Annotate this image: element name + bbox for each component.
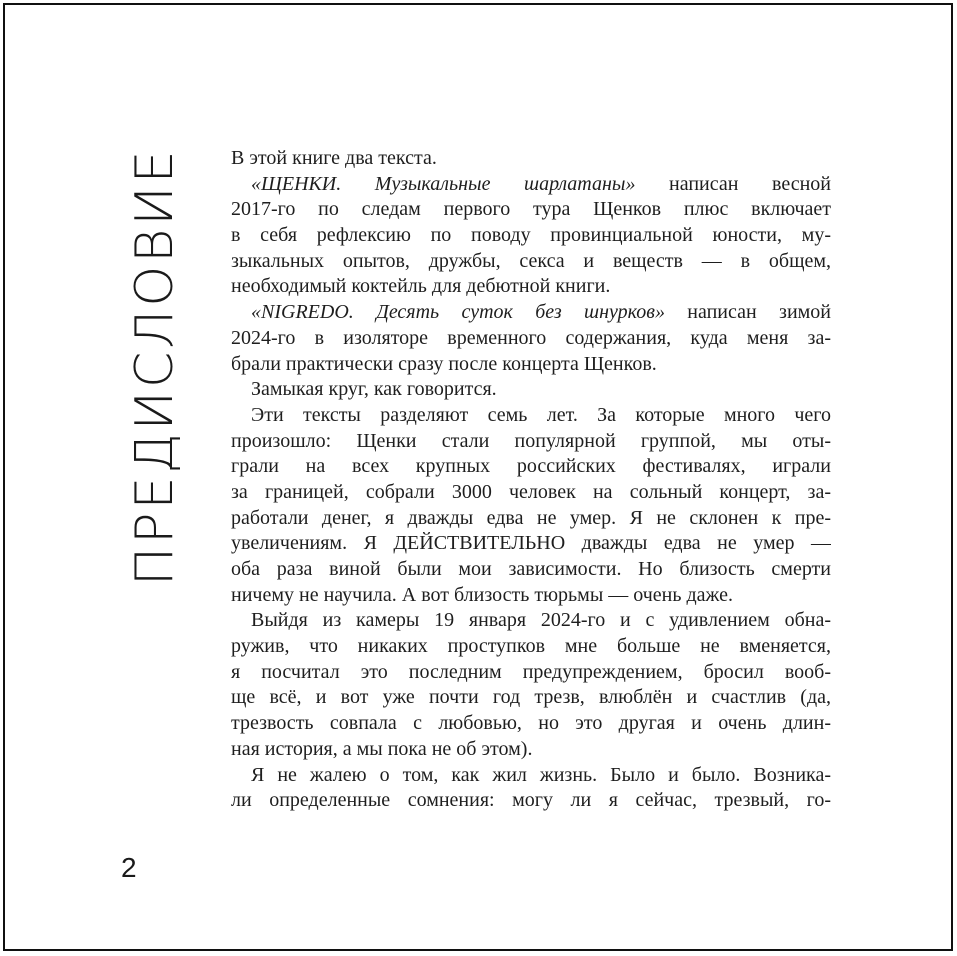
italic-quote-segment: «ЩЕНКИ. Музыкальные шарлатаны» xyxy=(251,172,636,195)
text-segment: я посчитал это последним предупреждением, бросил вооб- xyxy=(231,660,831,683)
text-segment: написан весной xyxy=(635,172,831,195)
text-line xyxy=(231,531,831,557)
text-segment: ли определенные сомнения: могу ли я сейчас, трезвый, го- xyxy=(231,789,831,812)
text-line xyxy=(231,711,831,737)
text-segment: необходимый коктейль для дебютной книги. xyxy=(231,275,611,298)
text-segment: ничему не научила. А вот близость тюрьмы — очень даже. xyxy=(231,583,733,606)
text-segment: зыкальных опытов, дружбы, секса и веществ — в общем, xyxy=(231,249,831,272)
text-line xyxy=(231,788,831,814)
text-segment: В этой книге два текста. xyxy=(231,147,437,169)
italic-quote-segment: «NIGREDO. Десять суток без шнурков» xyxy=(251,301,665,324)
text-line xyxy=(231,352,831,378)
text-segment: увеличениям. Я ДЕЙСТВИТЕЛЬНО дважды едва не умер — xyxy=(231,532,831,555)
text-segment: Я не жалею о том, как жил жизнь. Было и было. Возника- xyxy=(251,763,831,786)
text-line xyxy=(231,223,831,249)
text-segment: трезвость совпала с любовью, но это другая и очень длин- xyxy=(231,712,831,735)
text-line xyxy=(231,763,831,789)
chapter-title-vertical: ПРЕДИСЛОВИЕ xyxy=(125,147,185,586)
page-number: 2 xyxy=(121,852,137,883)
text-line xyxy=(231,454,831,480)
text-line xyxy=(231,660,831,686)
text-segment: 2024-го в изоляторе временного содержания, куда меня за- xyxy=(231,326,831,349)
text-segment: за границей, собрали 3000 человек на сольный концерт, за- xyxy=(231,480,831,503)
text-line xyxy=(231,634,831,660)
text-line xyxy=(231,557,831,583)
text-segment: работали денег, я дважды едва не умер. Я не склонен к пре- xyxy=(231,506,831,529)
text-line xyxy=(231,274,831,300)
text-line xyxy=(231,403,831,429)
text-line xyxy=(231,737,831,763)
text-line xyxy=(231,583,831,609)
text-segment: 2017-го по следам первого тура Щенков плюс включает xyxy=(231,198,831,221)
text-block xyxy=(231,146,831,814)
text-line xyxy=(231,300,831,326)
text-line xyxy=(231,172,831,198)
text-segment: ная история, а мы пока не об этом). xyxy=(231,737,533,760)
text-segment: произошло: Щенки стали популярной группой, мы оты- xyxy=(231,429,831,452)
text-segment: в себя рефлексию по поводу провинциальной юности, му- xyxy=(231,224,831,247)
text-line xyxy=(231,377,831,403)
text-line xyxy=(231,506,831,532)
text-segment: брали практически сразу после концерта Щенков. xyxy=(231,352,657,375)
text-line xyxy=(231,429,831,455)
text-line xyxy=(231,480,831,506)
text-line xyxy=(231,326,831,352)
text-line xyxy=(231,608,831,634)
text-line xyxy=(231,146,831,172)
text-segment: ще всё, и вот уже почти год трезв, влюблён и счастлив (да, xyxy=(231,686,831,709)
text-line xyxy=(231,685,831,711)
text-segment: оба раза виной были мои зависимости. Но близость смерти xyxy=(231,558,831,580)
text-line xyxy=(231,197,831,223)
text-segment: грали на всех крупных российских фестивалях, играли xyxy=(231,455,831,478)
text-segment: Эти тексты разделяют семь лет. За которые много чего xyxy=(251,403,831,426)
text-line xyxy=(231,249,831,275)
text-segment: Замыкая круг, как говорится. xyxy=(251,378,497,401)
text-segment: написан зимой xyxy=(664,301,831,324)
text-segment: ружив, что никаких проступков мне больше не вменяется, xyxy=(231,635,831,658)
text-segment: Выйдя из камеры 19 января 2024-го и с удивлением обна- xyxy=(251,609,831,632)
